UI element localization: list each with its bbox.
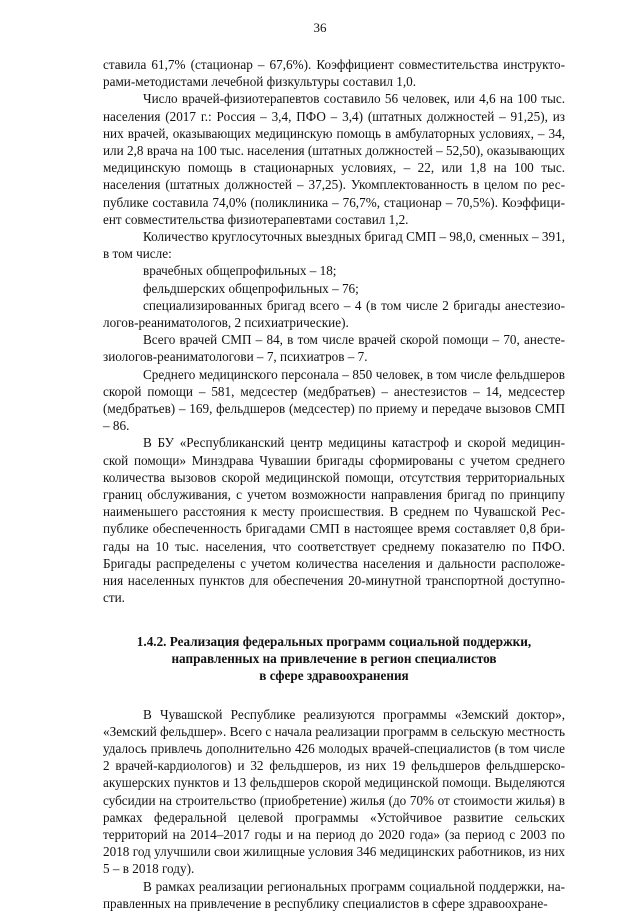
paragraph-continuation: ставила 61,7% (стационар – 67,6%). Коэффициент совместительства инструкторами-методистами лечебной физкультуры составил 1,0. xyxy=(103,57,565,90)
paragraph-nursing-staff: Среднего медицинского персонала – 850 человек, в том числе фельдшеров скорой помощи – 581, медсестер (медбратьев) – анестезистов – 14, медсестер (медбратьев) – 169, фельдшеров (медсестер) по приему и передаче вызовов СМП – 86. xyxy=(103,366,565,434)
paragraph-regional-programs: В рамках реализации региональных программ социальной поддержки, направленных на привлечение в республику специалистов в сфере здравоохране- xyxy=(103,878,565,911)
paragraph-disaster-center: В БУ «Республиканский центр медицины катастроф и скорой медицинской помощи» Минздрава Чувашии бригады сформированы с учетом среднего количества вызовов скорой медицинской помощи, отсутствия территориальных границ обслуживания, с учетом возможности направления бригад по принципу наименьшего расстояния к месту происшествия. В среднем по Чувашской Республике обеспеченность бригадами СМП в настоящее время составляет 0,8 бригады на 10 тыс. населения, что соответствует среднему показателю по ПФО. Бригады распределены с учетом количества населения и дальности расположения населенных пунктов для обеспечения 20-минутной транспортной доступности. xyxy=(103,435,565,606)
section-heading-line-3: в сфере здравоохранения xyxy=(259,667,409,683)
list-item-specialized-teams: специализированных бригад всего – 4 (в том числе 2 бригады анестезиологов-реаниматологов, 2 психиатрические). xyxy=(103,297,565,331)
section-heading xyxy=(103,633,565,684)
section-heading-line-1: 1.4.2. Реализация федеральных программ социальной поддержки, xyxy=(136,633,532,649)
paragraph-ambulance-teams: Количество круглосуточных выездных бригад СМП – 98,0, сменных – 391, в том числе: xyxy=(103,229,565,262)
list-item-doctor-teams: врачебных общепрофильных – 18; xyxy=(143,263,337,279)
section-heading-line-2: направленных на привлечение в регион специалистов xyxy=(171,650,497,666)
paragraph-zemsky-programs: В Чувашской Республике реализуются программы «Земский доктор», «Земский фельдшер». Всего с начала реализации программ в сельскую местность удалось привлечь дополнительно 426 молодых врачей-специалистов (в том числе 2 врачей-кардиологов) и 32 фельдшеров, из них 19 фельдшеров фельдшерско-акушерских пунктов и 13 фельдшеров скорой медицинской помощи. Выделяются субсидии на строительство (приобретение) жилья (до 70% от стоимости жилья) в рамках федеральной целевой программы «Устойчивое развитие сельских территорий на 2014–2017 годы и на период до 2020 года» (за период с 2003 по 2018 год улучшили свои жилищные условия 346 медицинских работников, из них 5 – в 2018 году). xyxy=(103,706,565,877)
paragraph-physiotherapists: Число врачей-физиотерапевтов составило 56 человек, или 4,6 на 100 тыс. населения (2017 г.: Россия – 3,4, ПФО – 3,4) (штатных должностей – 91,25), из них врачей, оказывающих медицинскую помощь в амбулаторных условиях, – 34, или 2,8 врача на 100 тыс. населения (штатных должностей – 52,50), оказывающих медицинскую помощь в стационарных условиях, – 22, или 1,8 на 100 тыс. населения (штатных должностей – 37,25). Укомплектованность в целом по республике составила 74,0% (поликлиника – 76,7%, стационар – 70,5%). Коэффициент совместительства физиотерапевтами составил 1,2. xyxy=(103,91,565,227)
list-item-paramedic-teams: фельдшерских общепрофильных – 76; xyxy=(143,280,359,296)
page-number: 36 xyxy=(313,20,327,35)
paragraph-smp-doctors: Всего врачей СМП – 84, в том числе врачей скорой помощи – 70, анестезиологов-реаниматологови – 7, психиатров – 7. xyxy=(103,332,565,365)
document-body xyxy=(103,56,565,912)
